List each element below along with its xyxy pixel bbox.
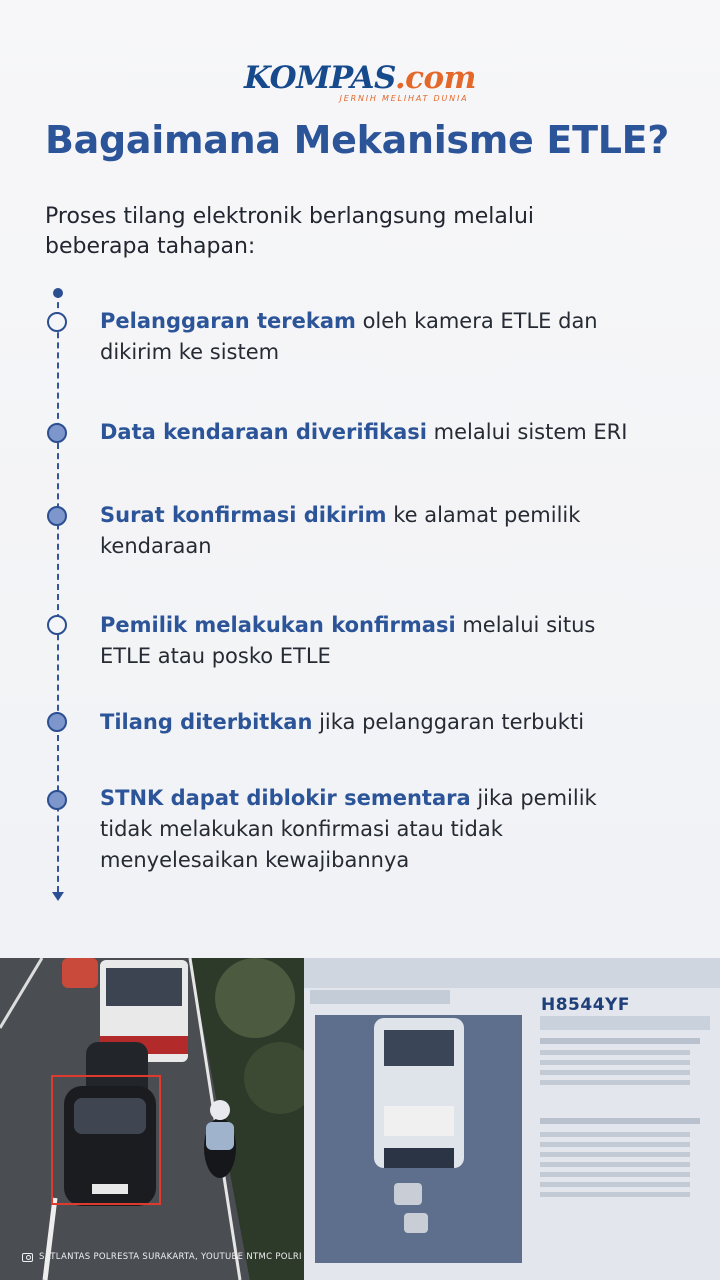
photo-caption-text: SATLANTAS POLRESTA SURAKARTA, YOUTUBE NTMC POLRI [39, 1252, 302, 1262]
logo-brand: KOMPAS [244, 60, 395, 96]
timeline [46, 288, 70, 908]
etle-photos [0, 958, 720, 1280]
step-1-highlight: Pelanggaran terekam [100, 309, 356, 333]
timeline-arrow-icon [52, 892, 64, 901]
step-6 [100, 783, 680, 876]
step-4 [100, 610, 680, 672]
logo-suffix: .com [394, 60, 476, 96]
step-3-text: ke alamat pemilik [386, 503, 581, 527]
step-5-highlight: Tilang diterbitkan [100, 710, 313, 734]
etle-screen-illustration [304, 958, 720, 1280]
step-2 [100, 417, 680, 448]
step-3-highlight: Surat konfirmasi dikirim [100, 503, 387, 527]
camera-icon [22, 1253, 33, 1262]
step-1-text: oleh kamera ETLE dan [355, 309, 598, 333]
etle-system-screen-photo [304, 958, 720, 1280]
step-4-text: melalui situs [455, 613, 596, 637]
step-5 [100, 707, 680, 738]
page-title: Bagaimana Mekanisme ETLE? [45, 118, 670, 162]
step-4-text-2: ETLE atau posko ETLE [100, 644, 331, 668]
step-6-text: jika pemilik [470, 786, 597, 810]
step-2-highlight: Data kendaraan diverifikasi [100, 420, 427, 444]
step-1 [100, 306, 680, 368]
step-3 [100, 500, 680, 562]
intro-text: Proses tilang elektronik berlangsung melalui beberapa tahapan: [45, 204, 535, 259]
timeline-node-2 [47, 423, 67, 443]
timeline-node-5 [47, 712, 67, 732]
traffic-camera-photo [0, 958, 304, 1280]
step-1-text-2: dikirim ke sistem [100, 340, 280, 364]
step-2-text: melalui sistem ERI [427, 420, 628, 444]
step-3-text-2: kendaraan [100, 534, 212, 558]
timeline-node-1 [47, 312, 67, 332]
license-plate-text: H8544YF [541, 995, 630, 1015]
timeline-node-6 [47, 790, 67, 810]
step-6-text-3: menyelesaikan kewajibannya [100, 848, 410, 872]
step-4-highlight: Pemilik melakukan konfirmasi [100, 613, 456, 637]
traffic-scene-illustration [0, 958, 304, 1280]
photo-caption [22, 1252, 302, 1262]
step-5-text: jika pelanggaran terbukti [312, 710, 585, 734]
kompas-logo [0, 60, 720, 103]
logo-wordmark [0, 60, 720, 96]
timeline-start-dot [53, 288, 63, 298]
timeline-node-4 [47, 615, 67, 635]
logo-tagline: JERNIH MELIHAT DUNIA [339, 94, 469, 103]
step-6-highlight: STNK dapat diblokir sementara [100, 786, 471, 810]
timeline-node-3 [47, 506, 67, 526]
step-6-text-2: tidak melakukan konfirmasi atau tidak [100, 817, 503, 841]
